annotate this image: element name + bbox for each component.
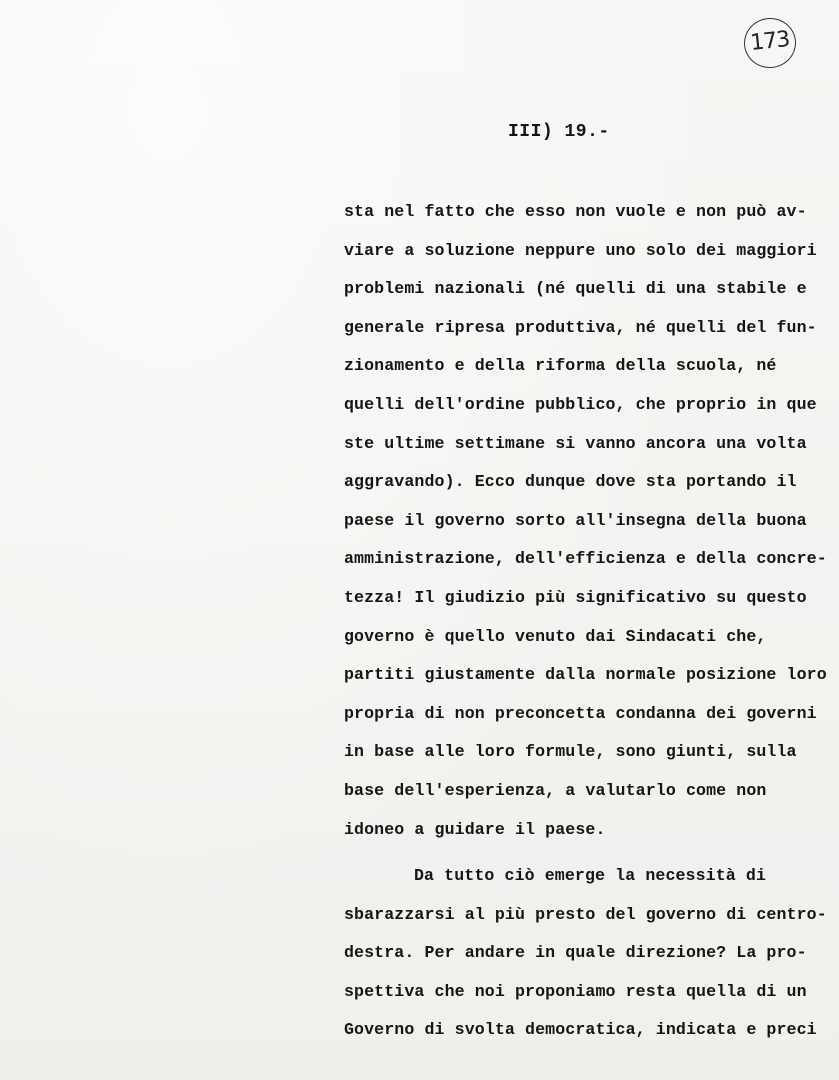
text-line: paese il governo sorto all'insegna della buona [344, 510, 807, 530]
text-line: in base alle loro formule, sono giunti, sulla [344, 742, 797, 762]
text-line: propria di non preconcetta condanna dei governi [344, 703, 817, 723]
typed-text-body [344, 198, 827, 1055]
text-line: destra. Per andare in quale direzione? La pro- [344, 943, 807, 963]
text-line: Governo di svolta democratica, indicata e preci [344, 1020, 817, 1040]
text-line: spettiva che noi proponiamo resta quella di un [344, 981, 807, 1001]
paragraph-gap [344, 854, 814, 862]
text-line: base dell'esperienza, a valutarlo come non [344, 780, 767, 800]
text-line: generale ripresa produttiva, né quelli del fun- [344, 317, 817, 337]
text-line: viare a soluzione neppure uno solo dei maggiori [344, 240, 817, 260]
text-line-indented: Da tutto ciò emerge la necessità di [414, 866, 767, 886]
text-line: quelli dell'ordine pubblico, che proprio in que [344, 394, 817, 414]
text-line: amministrazione, dell'efficienza e della concre- [344, 549, 827, 569]
circled-page-number [742, 15, 799, 70]
text-line: tezza! Il giudizio più significativo su questo [344, 587, 807, 607]
section-header: III) 19.- [508, 122, 610, 142]
text-line: ste ultime settimane si vanno ancora una volta [344, 433, 807, 453]
text-line: aggravando). Ecco dunque dove sta portando il [344, 472, 797, 492]
text-line: idoneo a guidare il paese. [344, 819, 606, 839]
text-line: zionamento e della riforma della scuola, né [344, 356, 777, 376]
text-line: partiti giustamente dalla normale posizione loro [344, 665, 827, 685]
text-line: sbarazzarsi al più presto del governo di centro- [344, 904, 827, 924]
page-number-text: 173 [749, 27, 791, 56]
text-line: sta nel fatto che esso non vuole e non può av- [344, 202, 807, 221]
text-line: governo è quello venuto dai Sindacati che, [344, 626, 767, 646]
text-line: problemi nazionali (né quelli di una stabile e [344, 279, 807, 299]
